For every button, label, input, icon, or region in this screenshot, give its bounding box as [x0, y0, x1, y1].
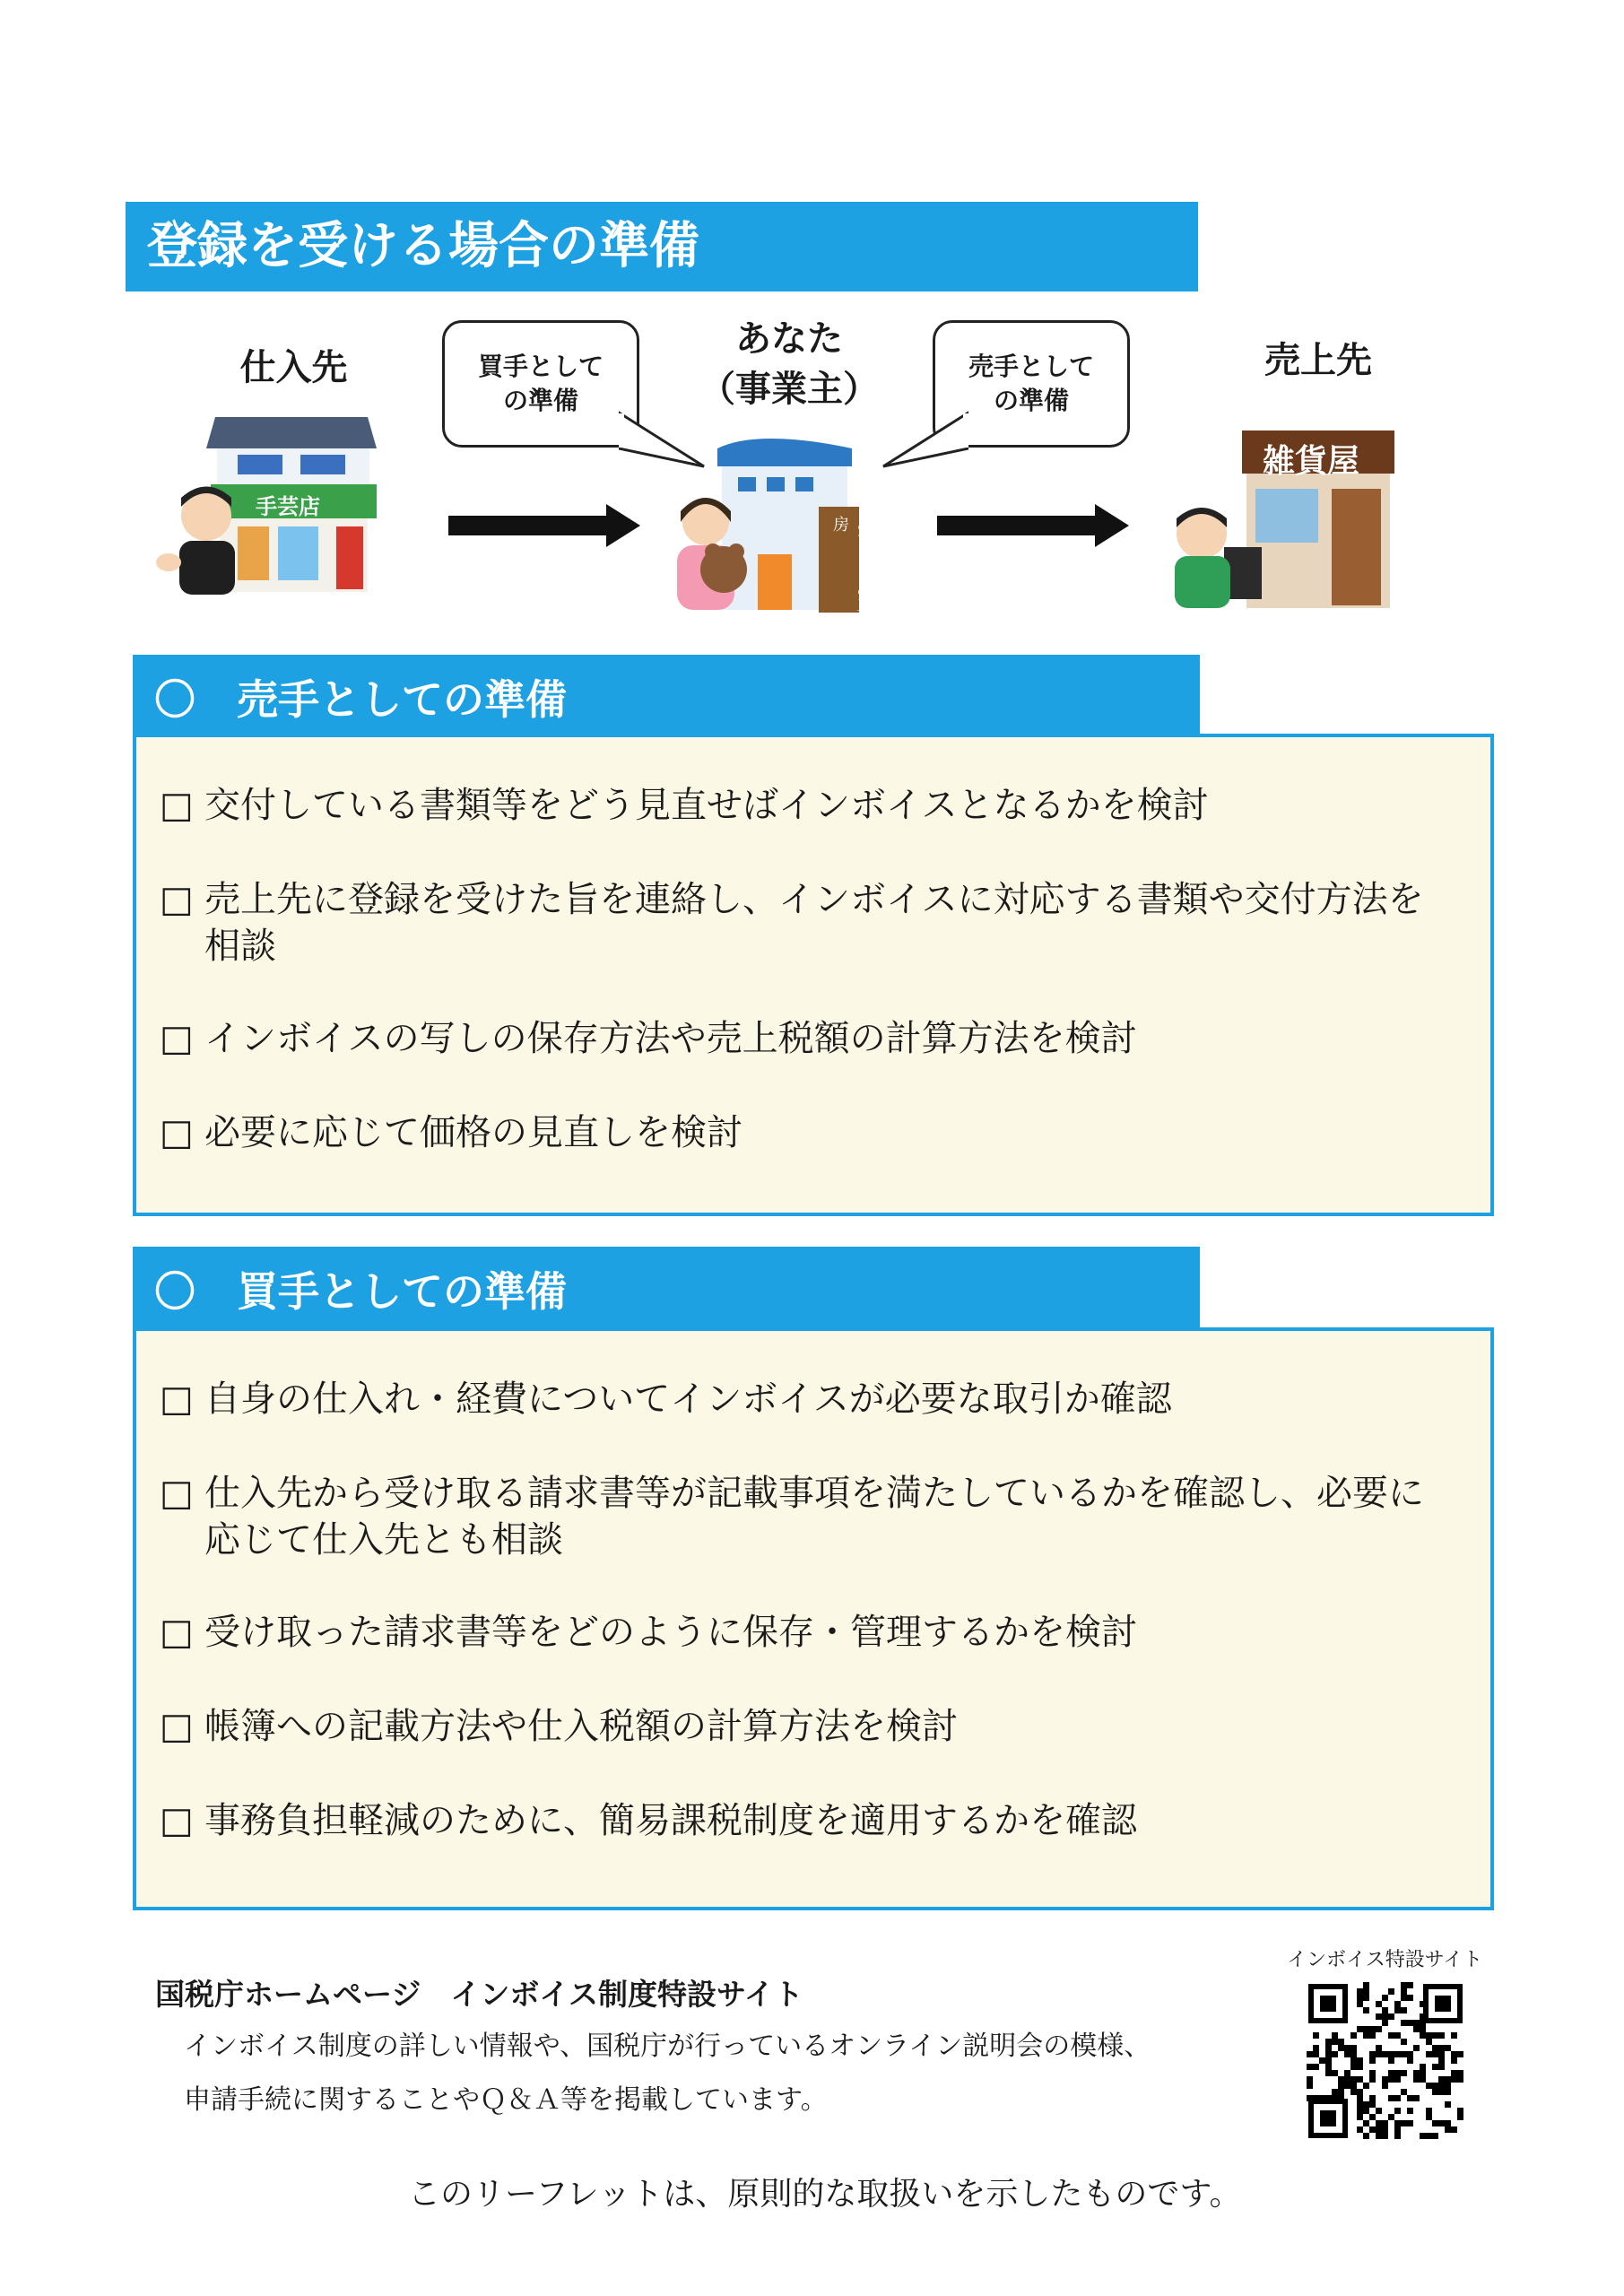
qr-module [1394, 2070, 1401, 2076]
qr-module [1401, 2051, 1407, 2057]
qr-module [1432, 2064, 1438, 2070]
qr-module [1401, 2020, 1407, 2026]
qr-module [1357, 2108, 1363, 2114]
qr-module [1382, 2051, 1388, 2057]
qr-module [1376, 2120, 1382, 2126]
qr-module [1438, 2057, 1445, 2064]
qr-module [1413, 2045, 1420, 2051]
qr-module [1357, 2101, 1363, 2108]
checklist-item [160, 1109, 1455, 1156]
qr-module [1307, 2051, 1313, 2057]
qr-module [1394, 2076, 1401, 2083]
qr-module [1338, 2083, 1344, 2089]
qr-module [1394, 2126, 1401, 2133]
qr-module [1313, 2032, 1319, 2039]
qr-module [1338, 2076, 1344, 2083]
qr-module [1432, 2133, 1438, 2139]
qr-module [1325, 2045, 1332, 2051]
qr-module [1407, 1982, 1413, 1988]
qr-module [1401, 1995, 1407, 2001]
qr-module [1369, 2057, 1376, 2064]
qr-module [1332, 2032, 1338, 2039]
seller-checklist-panel [133, 734, 1494, 1216]
qr-module [1445, 2120, 1451, 2126]
buyer-prep-bubble [442, 320, 639, 448]
qr-module [1451, 2126, 1457, 2133]
qr-module [1344, 2076, 1350, 2083]
qr-module [1363, 2120, 1369, 2126]
qr-module [1376, 2045, 1382, 2051]
qr-module [1388, 2070, 1394, 2076]
qr-module [1313, 2051, 1319, 2057]
qr-module [1394, 2108, 1401, 2114]
qr-module [1382, 2133, 1388, 2139]
qr-module [1438, 2045, 1445, 2051]
supplier-shop-sign: 手芸店 [256, 494, 320, 519]
qr-module [1420, 2001, 1426, 2007]
qr-module [1363, 2026, 1369, 2032]
qr-module [1319, 2057, 1325, 2064]
checkbox-icon: □ [160, 1378, 194, 1420]
qr-module [1401, 2120, 1407, 2126]
qr-module [1438, 2076, 1445, 2083]
qr-module [1350, 2064, 1357, 2070]
qr-module [1332, 2070, 1338, 2076]
qr-module [1426, 2051, 1432, 2057]
checklist-item-text: 受け取った請求書等をどのように保存・管理するかを検討 [204, 1612, 1137, 1653]
qr-module [1388, 2057, 1394, 2064]
qr-module [1445, 2045, 1451, 2051]
qr-module [1332, 2089, 1338, 2095]
checkbox-icon: □ [160, 1018, 194, 1059]
checkbox-icon: □ [160, 785, 194, 826]
qr-module [1307, 2064, 1313, 2070]
checkbox-icon: □ [160, 1612, 194, 1653]
seller-bubble-tail [870, 377, 968, 475]
qr-module [1325, 2064, 1332, 2070]
qr-module [1407, 1995, 1413, 2001]
qr-module [1363, 1982, 1369, 1988]
qr-module [1382, 2076, 1388, 2083]
qr-module [1445, 2076, 1451, 2083]
qr-code-label: インボイス特設サイト [1287, 1949, 1483, 1971]
qr-module [1332, 2095, 1338, 2101]
qr-module [1413, 2095, 1420, 2101]
qr-module [1357, 2064, 1363, 2070]
qr-module [1382, 2120, 1388, 2126]
arrow-supplier-to-you [448, 516, 608, 535]
qr-module [1401, 2007, 1407, 2013]
qr-module [1420, 2032, 1426, 2039]
buyer-section-title: 〇 買手としての準備 [133, 1247, 1200, 1336]
checklist-item-text: 必要に応じて価格の見直しを検討 [204, 1112, 743, 1153]
qr-module [1350, 2076, 1357, 2083]
qr-module [1407, 2120, 1413, 2126]
qr-module [1457, 2114, 1463, 2120]
checklist-item [160, 1376, 1455, 1422]
checkbox-icon: □ [160, 1800, 194, 1841]
qr-module [1363, 2083, 1369, 2089]
qr-module [1401, 1988, 1407, 1995]
qr-module [1313, 2045, 1319, 2051]
qr-module [1388, 2114, 1394, 2120]
qr-module [1363, 2133, 1369, 2139]
qr-module [1350, 2051, 1357, 2057]
qr-module [1407, 2020, 1413, 2026]
qr-module [1426, 2133, 1432, 2139]
qr-module [1445, 2126, 1451, 2133]
arrow-head-right-icon [606, 504, 640, 547]
checkbox-icon: □ [160, 879, 194, 920]
seller-section-title: 〇 売手としての準備 [133, 655, 1200, 744]
qr-module [1363, 2108, 1369, 2114]
qr-module [1382, 2083, 1388, 2089]
qr-module [1388, 2095, 1394, 2101]
qr-module [1388, 2032, 1394, 2039]
qr-module [1332, 2039, 1338, 2045]
seller-bubble-line2: の準備 [993, 386, 1069, 415]
qr-module [1363, 1995, 1369, 2001]
qr-module [1426, 2039, 1432, 2045]
qr-module [1413, 2076, 1420, 2083]
qr-module [1357, 2001, 1363, 2007]
qr-module [1388, 1988, 1394, 1995]
qr-module [1426, 2083, 1432, 2089]
qr-module [1451, 2051, 1457, 2057]
qr-module [1432, 2045, 1438, 2051]
customer-shop-sign: 雑貨屋 [1263, 443, 1360, 480]
qr-module [1388, 2051, 1394, 2057]
qr-module [1382, 2020, 1388, 2026]
qr-module [1438, 2089, 1445, 2095]
qr-module [1350, 2083, 1357, 2089]
qr-module [1445, 2083, 1451, 2089]
buyer-checklist-panel [133, 1327, 1494, 1910]
supplier-label: 仕入先 [239, 347, 348, 388]
qr-module [1426, 2032, 1432, 2039]
qr-module [1357, 1988, 1363, 1995]
qr-module [1369, 2126, 1376, 2133]
qr-module [1350, 2045, 1357, 2051]
qr-module [1388, 2013, 1394, 2020]
qr-module [1363, 2101, 1369, 2108]
qr-module [1307, 2095, 1313, 2101]
qr-module [1369, 2051, 1376, 2057]
qr-module [1457, 2051, 1463, 2057]
qr-module [1376, 2051, 1382, 2057]
qr-module [1357, 2095, 1363, 2101]
qr-module [1413, 2020, 1420, 2026]
qr-module [1382, 2007, 1388, 2013]
qr-module [1388, 2076, 1394, 2083]
qr-module [1420, 2064, 1426, 2070]
qr-module [1432, 2032, 1438, 2039]
qr-module [1369, 2070, 1376, 2076]
qr-module [1332, 2051, 1338, 2057]
qr-module [1451, 2057, 1457, 2064]
qr-module [1325, 2070, 1332, 2076]
checklist-item-text: 仕入先から受け取る請求書等が記載事項を満たしているかを確認し、必要に応じて仕入先とも相談 [204, 1473, 1424, 1561]
qr-module [1369, 2095, 1376, 2101]
qr-module [1394, 2007, 1401, 2013]
qr-module [1438, 2120, 1445, 2126]
qr-module [1350, 2032, 1357, 2039]
checklist-item [160, 1609, 1455, 1656]
qr-module [1357, 2089, 1363, 2095]
qr-module [1307, 2083, 1313, 2089]
qr-module [1401, 2039, 1407, 2045]
qr-module [1438, 2032, 1445, 2039]
qr-module [1457, 2108, 1463, 2114]
qr-module [1445, 2089, 1451, 2095]
customer-label: 売上先 [1264, 340, 1372, 381]
qr-module [1344, 2051, 1350, 2057]
qr-code[interactable] [1305, 1980, 1466, 2142]
checklist-item-text: 事務負担軽減のために、簡易課税制度を適用するかを確認 [204, 1800, 1137, 1841]
checklist-item-text: 自身の仕入れ・経費についてインボイスが必要な取引か確認 [204, 1378, 1172, 1420]
qr-module [1363, 1988, 1369, 1995]
qr-module [1457, 2076, 1463, 2083]
qr-module [1394, 2095, 1401, 2101]
checkbox-icon: □ [160, 1112, 194, 1153]
buyer-bubble-line1: 買手として [477, 352, 604, 382]
qr-module [1451, 2070, 1457, 2076]
qr-module [1369, 2032, 1376, 2039]
qr-module [1319, 2095, 1325, 2101]
qr-module [1344, 2070, 1350, 2076]
qr-module [1420, 2020, 1426, 2026]
qr-module [1432, 2089, 1438, 2095]
qr-module [1451, 2076, 1457, 2083]
qr-module [1407, 2108, 1413, 2114]
qr-module [1369, 2026, 1376, 2032]
qr-module [1407, 2057, 1413, 2064]
qr-module [1432, 2120, 1438, 2126]
seller-bubble-line1: 売手として [968, 352, 1094, 382]
qr-module [1382, 1995, 1388, 2001]
qr-module [1350, 2057, 1357, 2064]
qr-module [1338, 2045, 1344, 2051]
qr-module [1451, 2032, 1457, 2039]
qr-module [1325, 2057, 1332, 2064]
qr-module [1401, 2070, 1407, 2076]
qr-module [1394, 2051, 1401, 2057]
arrow-you-to-customer [937, 516, 1097, 535]
checklist-item [160, 1703, 1455, 1750]
qr-module [1338, 2095, 1344, 2101]
qr-module [1344, 2083, 1350, 2089]
qr-module [1420, 2026, 1426, 2032]
qr-module [1394, 2032, 1401, 2039]
qr-module [1407, 2095, 1413, 2101]
nta-site-description-line2: 申請手続に関することやＱ＆Ａ等を掲載しています。 [184, 2084, 828, 2116]
nta-site-description-line1: インボイス制度の詳しい情報や、国税庁が行っているオンライン説明会の模様、 [184, 2031, 1151, 2062]
leaflet-note: このリーフレットは、原則的な取扱いを示したものです。 [408, 2176, 1242, 2213]
qr-module [1369, 2076, 1376, 2083]
qr-module [1413, 2070, 1420, 2076]
qr-module [1325, 2039, 1332, 2045]
qr-module [1432, 2083, 1438, 2089]
qr-module [1363, 2007, 1369, 2013]
qr-module [1369, 2114, 1376, 2120]
qr-module [1438, 2083, 1445, 2089]
qr-module [1376, 2126, 1382, 2133]
qr-module [1457, 2070, 1463, 2076]
qr-module [1357, 2126, 1363, 2133]
qr-module [1338, 2089, 1344, 2095]
qr-module [1357, 2114, 1363, 2120]
qr-module [1357, 2057, 1363, 2064]
checklist-item-text: 売上先に登録を受けた旨を連絡し、インボイスに対応する書類や交付方法を相談 [204, 879, 1424, 967]
page-title: 登録を受ける場合の準備 [126, 202, 1198, 291]
qr-module [1438, 2051, 1445, 2057]
checklist-item-text: インボイスの写しの保存方法や売上税額の計算方法を検討 [204, 1018, 1137, 1059]
qr-module [1420, 2070, 1426, 2076]
qr-module [1432, 2051, 1438, 2057]
qr-module [1307, 2076, 1313, 2083]
qr-module [1376, 2001, 1382, 2007]
qr-module [1438, 2064, 1445, 2070]
qr-module [1394, 2133, 1401, 2139]
qr-module [1376, 2013, 1382, 2020]
qr-module [1420, 2076, 1426, 2083]
checkbox-icon: □ [160, 1706, 194, 1747]
qr-module [1382, 2013, 1388, 2020]
checklist-item-text: 帳簿への記載方法や仕入税額の計算方法を検討 [204, 1706, 958, 1747]
checklist-item-text: 交付している書類等をどう見直せばインボイスとなるかを検討 [204, 785, 1209, 826]
qr-module [1325, 2095, 1332, 2101]
qr-module [1357, 2076, 1363, 2083]
you-label-line2: （事業主） [699, 369, 879, 410]
qr-module [1394, 2001, 1401, 2007]
checklist-item [160, 782, 1455, 829]
qr-module [1413, 2026, 1420, 2032]
qr-module [1357, 1995, 1363, 2001]
checklist-item [160, 1797, 1455, 1844]
qr-module [1325, 2051, 1332, 2057]
qr-module [1426, 2114, 1432, 2120]
qr-module [1376, 2133, 1382, 2139]
qr-module [1369, 2101, 1376, 2108]
arrow-head-right-icon [1095, 504, 1129, 547]
checkbox-icon: □ [160, 1473, 194, 1514]
nta-site-title: 国税庁ホームページ インボイス制度特設サイト [155, 1977, 803, 2012]
qr-module [1426, 2108, 1432, 2114]
checklist-item [160, 1015, 1455, 1062]
qr-module [1407, 2051, 1413, 2057]
qr-module [1350, 2089, 1357, 2095]
qr-module [1401, 1982, 1407, 1988]
qr-module [1445, 2101, 1451, 2108]
qr-module [1313, 2095, 1319, 2101]
qr-module [1376, 2026, 1382, 2032]
qr-module [1357, 2026, 1363, 2032]
you-label-line1: あなた [735, 318, 843, 360]
qr-module [1344, 2045, 1350, 2051]
qr-module [1394, 2120, 1401, 2126]
checklist-item [160, 876, 1455, 970]
qr-module [1363, 2032, 1369, 2039]
nta-site-description [184, 2020, 1296, 2127]
qr-module [1420, 2013, 1426, 2020]
qr-module [1376, 2108, 1382, 2114]
qr-module [1313, 2064, 1319, 2070]
qr-module [1420, 2133, 1426, 2139]
qr-module [1338, 2039, 1344, 2045]
workshop-signboard: ぬいぐるみ工房 [830, 516, 873, 613]
checklist-item [160, 1470, 1455, 1563]
qr-module [1382, 2126, 1388, 2133]
buyer-bubble-line2: の準備 [502, 386, 578, 415]
qr-module [1401, 2089, 1407, 2095]
